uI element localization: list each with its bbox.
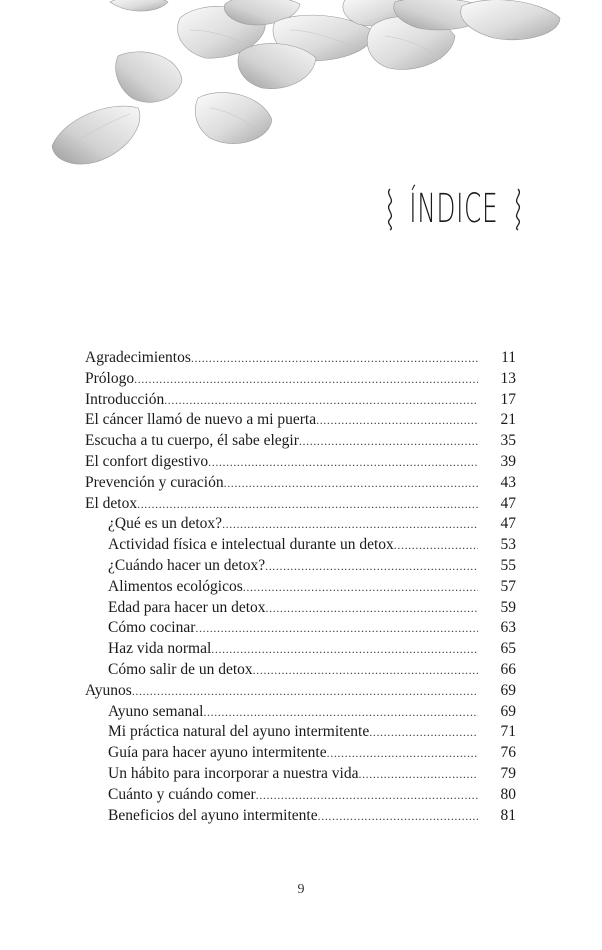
toc-entry <box>85 514 516 535</box>
index-heading <box>384 178 524 240</box>
toc-entry <box>85 577 516 598</box>
toc-entry <box>85 598 516 619</box>
toc-entry-title: Cómo salir de un detox <box>108 660 253 678</box>
toc-entry-title: Prevención y curación <box>85 473 224 491</box>
dot-leader <box>224 473 478 494</box>
toc-entry <box>85 390 516 411</box>
dot-leader <box>134 369 478 390</box>
petal <box>52 106 140 164</box>
toc-entry-page: 17 <box>500 390 516 408</box>
toc-entry-page: 76 <box>500 744 516 762</box>
toc-entry-page: 47 <box>500 494 516 512</box>
dot-leader <box>316 410 478 431</box>
dot-leader <box>327 743 478 764</box>
dot-leader <box>253 660 478 681</box>
toc-entry <box>85 681 516 702</box>
toc-entry-page: 57 <box>500 577 516 595</box>
dot-leader <box>222 514 478 535</box>
dot-leader <box>265 556 478 577</box>
toc-entry-title: Mi práctica natural del ayuno intermitente <box>108 723 370 741</box>
toc-entry-title: Actividad física e intelectual durante un detox <box>108 536 394 554</box>
toc-entry-page: 59 <box>500 598 516 616</box>
toc-entry-page: 69 <box>500 702 516 720</box>
toc-entry-title: Beneficios del ayuno intermitente <box>108 806 318 824</box>
toc-entry-page: 65 <box>500 640 516 658</box>
petal <box>116 52 182 102</box>
toc-entry-title: Edad para hacer un detox <box>108 598 266 616</box>
toc-entry <box>85 639 516 660</box>
dot-leader <box>137 494 478 515</box>
toc-entry-title: Cuánto y cuándo comer <box>108 785 256 803</box>
dot-leader <box>164 390 478 411</box>
toc-entry <box>85 369 516 390</box>
dot-leader <box>369 722 478 743</box>
toc-entry <box>85 702 516 723</box>
toc-entry-title: Cómo cocinar <box>108 619 196 637</box>
dot-leader <box>394 535 478 556</box>
toc-entry <box>85 431 516 452</box>
dot-leader <box>208 452 478 473</box>
toc-entry-title: El detox <box>85 494 138 512</box>
toc-entry <box>85 452 516 473</box>
toc-entry-page: 39 <box>500 452 516 470</box>
toc-entry-title: El confort digestivo <box>85 452 209 470</box>
toc-entry <box>85 494 516 515</box>
toc-entry-page: 80 <box>500 785 516 803</box>
toc-entry-page: 11 <box>501 349 516 366</box>
toc-entry <box>85 722 516 743</box>
toc-entry <box>85 806 516 827</box>
toc-entry <box>85 473 516 494</box>
dot-leader <box>203 702 478 723</box>
squiggle-ornament-right <box>512 187 524 231</box>
toc-entry <box>85 743 516 764</box>
dot-leader <box>358 764 478 785</box>
toc-entry-page: 81 <box>500 806 516 824</box>
dot-leader <box>266 598 478 619</box>
dot-leader <box>318 806 478 827</box>
toc-entry-title: Prólogo <box>85 369 135 387</box>
toc-entry-title: Ayuno semanal <box>108 702 204 720</box>
toc-entry <box>85 535 516 556</box>
toc-entry-title: ¿Cuándo hacer un detox? <box>108 556 266 574</box>
toc-entry-page: 69 <box>500 681 516 699</box>
page-title: ÍNDICE <box>409 186 499 232</box>
dot-leader <box>191 348 478 369</box>
toc-entry-page: 66 <box>500 660 516 678</box>
toc-entry-page: 47 <box>500 515 516 533</box>
toc-entry-title: Agradecimientos <box>85 349 191 366</box>
toc-entry-title: Ayunos <box>85 681 132 699</box>
toc-entry <box>85 556 516 577</box>
dot-leader <box>256 785 478 806</box>
toc-entry <box>85 348 516 369</box>
toc-entry-title: El cáncer llamó de nuevo a mi puerta <box>85 411 317 429</box>
toc-entry <box>85 785 516 806</box>
toc-entry-title: Haz vida normal <box>108 640 212 658</box>
toc-entry-title: Introducción <box>85 390 165 408</box>
petal <box>110 0 168 11</box>
table-of-contents <box>85 348 516 826</box>
toc-entry-title: Alimentos ecológicos <box>108 577 243 595</box>
toc-entry-title: ¿Qué es un detox? <box>108 515 223 533</box>
toc-entry-page: 53 <box>500 536 516 554</box>
toc-entry-page: 21 <box>500 411 516 429</box>
toc-entry-page: 63 <box>500 619 516 637</box>
dot-leader <box>195 618 478 639</box>
dot-leader <box>132 681 478 702</box>
toc-entry <box>85 764 516 785</box>
toc-entry-page: 35 <box>500 432 516 450</box>
toc-entry-page: 79 <box>500 764 516 782</box>
petal <box>195 93 272 144</box>
toc-entry <box>85 660 516 681</box>
toc-entry-title: Un hábito para incorporar a nuestra vida <box>108 764 359 782</box>
toc-entry-title: Guía para hacer ayuno intermitente <box>108 744 327 762</box>
toc-entry-page: 43 <box>500 473 516 491</box>
toc-entry <box>85 618 516 639</box>
dot-leader <box>211 639 478 660</box>
dot-leader <box>243 577 478 598</box>
toc-entry <box>85 410 516 431</box>
rose-petals-illustration <box>0 0 602 175</box>
petal <box>461 0 560 40</box>
page-number: 9 <box>297 882 305 897</box>
petal <box>238 43 316 88</box>
toc-entry-page: 55 <box>500 556 516 574</box>
dot-leader <box>299 431 478 452</box>
toc-entry-page: 13 <box>500 369 516 387</box>
toc-entry-title: Escucha a tu cuerpo, él sabe elegir <box>85 432 299 450</box>
toc-entry-page: 71 <box>500 723 516 741</box>
squiggle-ornament-left <box>384 187 396 231</box>
